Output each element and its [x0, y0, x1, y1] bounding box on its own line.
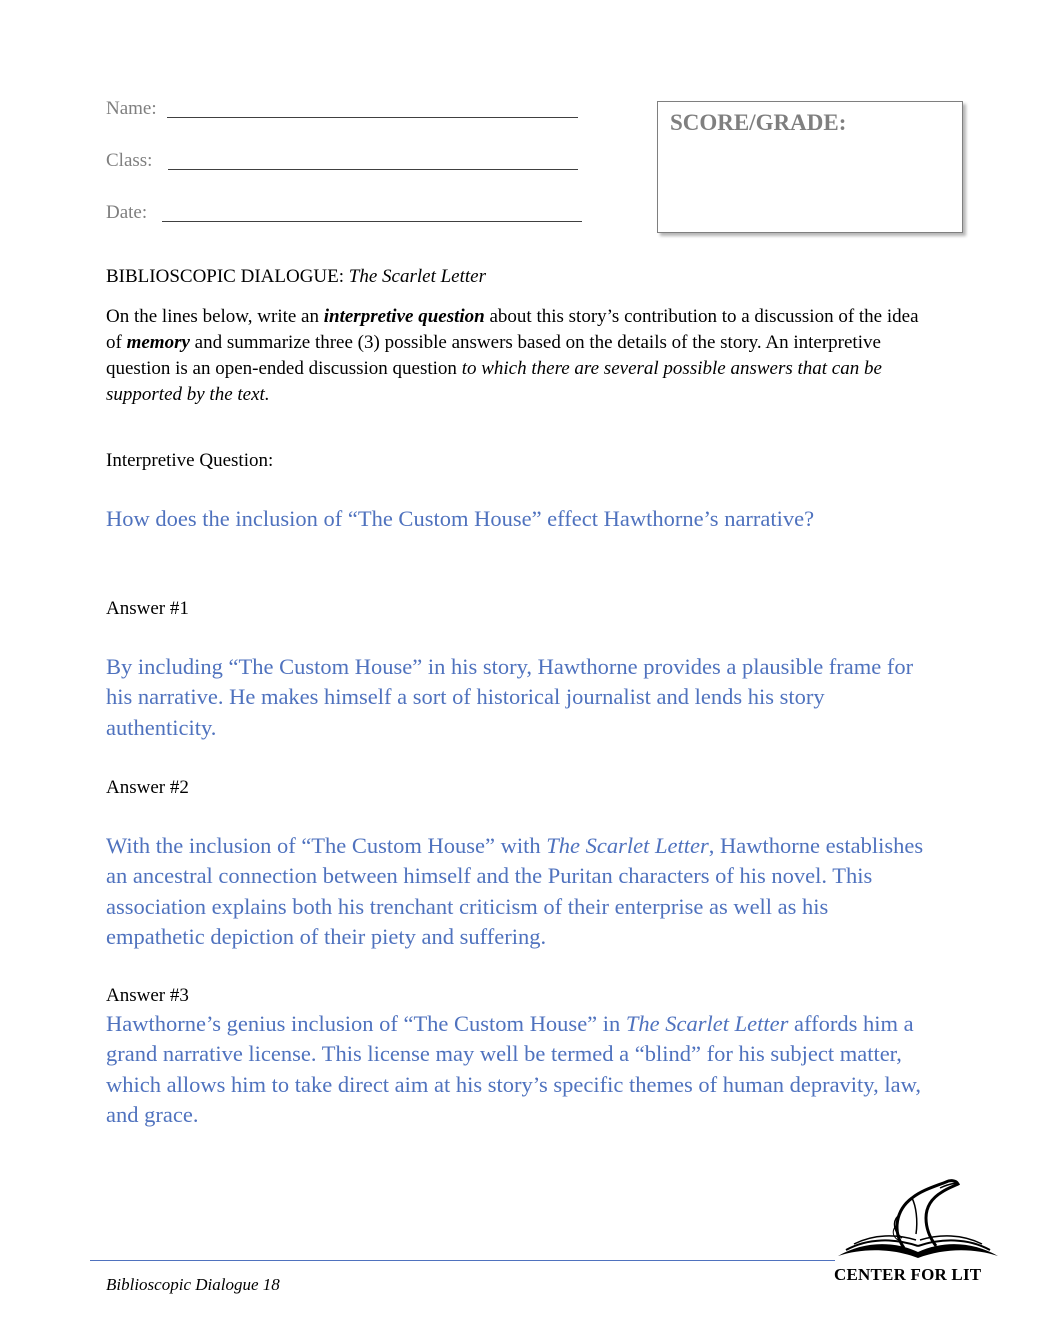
instructions-text-1: On the lines below, write an [106, 306, 324, 327]
question-label: Interpretive Question: [106, 450, 274, 471]
title-prefix: BIBLIOSCOPIC DIALOGUE: [106, 266, 349, 287]
instructions-text-3: and summarize three (3) possible answers based on the details of the story. An interpretive question is an open-ended discussion question [106, 332, 881, 379]
date-label: Date: [106, 202, 148, 223]
instructions-emphasis-question: interpretive question [323, 306, 485, 327]
title-book: The Scarlet Letter [348, 266, 486, 287]
worksheet-title [106, 266, 486, 288]
answer-3-label: Answer #3 [106, 985, 189, 1006]
footer-rule [90, 1260, 835, 1261]
class-label: Class: [106, 150, 153, 171]
answer-1-text: By including “The Custom House” in his story, Hawthorne provides a plausible frame for his narrative. He makes himself a sort of historical journalist and lends his story authenticity. [106, 654, 914, 740]
instructions-emphasis-memory: memory [126, 332, 190, 353]
center-for-lit-logo [832, 1176, 1002, 1286]
class-field [106, 150, 152, 172]
name-label: Name: [106, 98, 157, 119]
answer-2-part-1: With the inclusion of “The Custom House” with [106, 833, 547, 858]
answer-2-book-title: The Scarlet Letter [546, 833, 709, 858]
footer-page-label: Biblioscopic Dialogue 18 [106, 1275, 280, 1294]
score-grade-label: SCORE/GRADE: [670, 110, 847, 135]
answer-3-part-1: Hawthorne’s genius inclusion of “The Custom House” in [106, 1011, 626, 1036]
answer-2-label: Answer #2 [106, 777, 189, 798]
logo-text: CENTER FOR LIT [834, 1265, 982, 1284]
instructions-italic-ending: to which there are several possible answers that can be supported by the text. [106, 358, 882, 405]
answer-3-book-title: The Scarlet Letter [625, 1011, 789, 1036]
answer-3-part-2: affords him a grand narrative license. This license may well be termed a “blind” for his subject matter, which allows him to take direct aim at his story’s specific themes of human depravity, law, and grace. [106, 1011, 921, 1127]
instructions-text-2: about this story’s contribution to a discussion of the idea of [106, 306, 919, 353]
answer-3-text [106, 1009, 926, 1130]
answer-1-label: Answer #1 [106, 598, 189, 619]
name-input-line[interactable] [167, 117, 578, 118]
score-grade-box [657, 101, 963, 233]
answer-2-text [106, 831, 926, 952]
class-input-line[interactable] [168, 169, 578, 170]
date-field [106, 202, 147, 224]
question-text: How does the inclusion of “The Custom House” effect Hawthorne’s narrative? [106, 506, 815, 531]
date-input-line[interactable] [162, 221, 582, 222]
instructions [106, 304, 926, 408]
answer-2-part-2: , Hawthorne establishes an ancestral connection between himself and the Puritan characters of his novel. This association explains both his trenchant criticism of their enterprise as well as his empathetic depiction of their piety and suffering. [106, 833, 924, 949]
name-field [106, 98, 157, 120]
pelican-book-icon [832, 1176, 1002, 1266]
